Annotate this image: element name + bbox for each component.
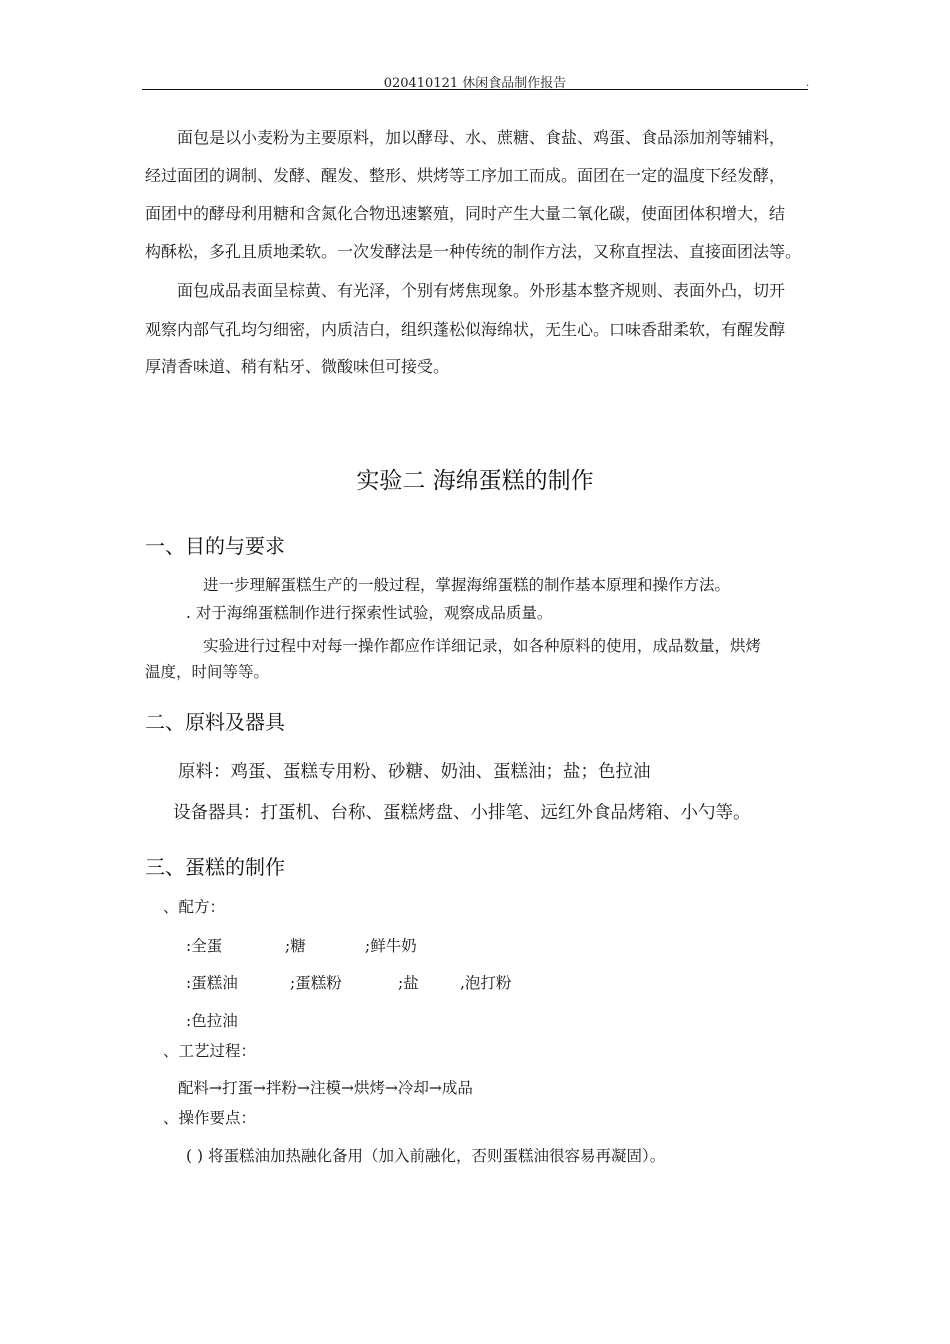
recipe-item-fresh-milk: ;鲜牛奶 xyxy=(365,937,417,955)
section1-item1: 进一步理解蛋糕生产的一般过程，掌握海绵蛋糕的制作基本原理和操作方法。 xyxy=(203,576,731,594)
header-corner-mark: . xyxy=(806,78,810,89)
recipe-label: 、配方： xyxy=(163,898,226,916)
recipe-item-salt: ;盐 xyxy=(398,974,419,992)
steps-label: 、操作要点： xyxy=(163,1109,257,1127)
recipe-item-cake-oil: :蛋糕油 xyxy=(186,974,238,992)
header-rule xyxy=(142,89,808,90)
recipe-item-salad-oil: :色拉油 xyxy=(186,1012,238,1030)
process-flow: 配料→打蛋→拌粉→注模→烘烤→冷却→成品 xyxy=(178,1079,473,1097)
page-header: 020410121 休闲食品制作报告 xyxy=(383,76,567,91)
intro-p1-line1: 面包是以小麦粉为主要原料，加以酵母、水、蔗糖、食盐、鸡蛋、食品添加剂等辅料， xyxy=(177,128,786,147)
section1-item2: . 对于海绵蛋糕制作进行探索性试验，观察成品质量。 xyxy=(186,604,553,622)
recipe-item-sugar: ;糖 xyxy=(285,937,306,955)
section1-heading: 一、目的与要求 xyxy=(145,534,285,558)
section3-heading: 三、蛋糕的制作 xyxy=(145,855,285,879)
intro-p1-line3: 面团中的酵母利用糖和含氮化合物迅速繁殖，同时产生大量二氧化碳，使面团体积增大，结 xyxy=(145,204,786,223)
intro-p1-line4: 构酥松，多孔且质地柔软。一次发酵法是一种传统的制作方法，又称直捏法、直接面团法等。 xyxy=(145,242,802,261)
recipe-item-whole-egg: :全蛋 xyxy=(186,937,223,955)
step-1: ( ) 将蛋糕油加热融化备用（加入前融化，否则蛋糕油很容易再凝固）。 xyxy=(186,1147,666,1165)
section1-item3-line1: 实验进行过程中对每一操作都应作详细记录，如各种原料的使用，成品数量，烘烤 xyxy=(203,637,762,655)
intro-p2-line2: 观察内部气孔均匀细密，内质洁白，组织蓬松似海绵状，无生心。口味香甜柔软，有醒发醇 xyxy=(145,320,786,339)
intro-p2-line1: 面包成品表面呈棕黄、有光泽，个别有烤焦现象。外形基本整齐规则、表面外凸，切开 xyxy=(177,281,786,300)
experiment-title: 实验二 海绵蛋糕的制作 xyxy=(356,468,594,494)
section1-item3-line2: 温度，时间等等。 xyxy=(145,663,270,681)
intro-p2-line3: 厚清香味道、稍有粘牙、微酸味但可接受。 xyxy=(145,357,450,376)
recipe-item-cake-flour: ;蛋糕粉 xyxy=(290,974,342,992)
recipe-item-baking-powder: ,泡打粉 xyxy=(460,974,512,992)
equipment-line: 设备器具：打蛋机、台称、蛋糕烤盘、小排笔、远红外食品烤箱、小勺等。 xyxy=(173,803,751,823)
process-label: 、工艺过程： xyxy=(163,1042,257,1060)
intro-p1-line2: 经过面团的调制、发酵、醒发、整形、烘烤等工序加工而成。面团在一定的温度下经发酵， xyxy=(145,166,786,185)
section2-heading: 二、原料及器具 xyxy=(145,710,285,734)
materials-line: 原料：鸡蛋、蛋糕专用粉、砂糖、奶油、蛋糕油；盐；色拉油 xyxy=(178,762,651,782)
